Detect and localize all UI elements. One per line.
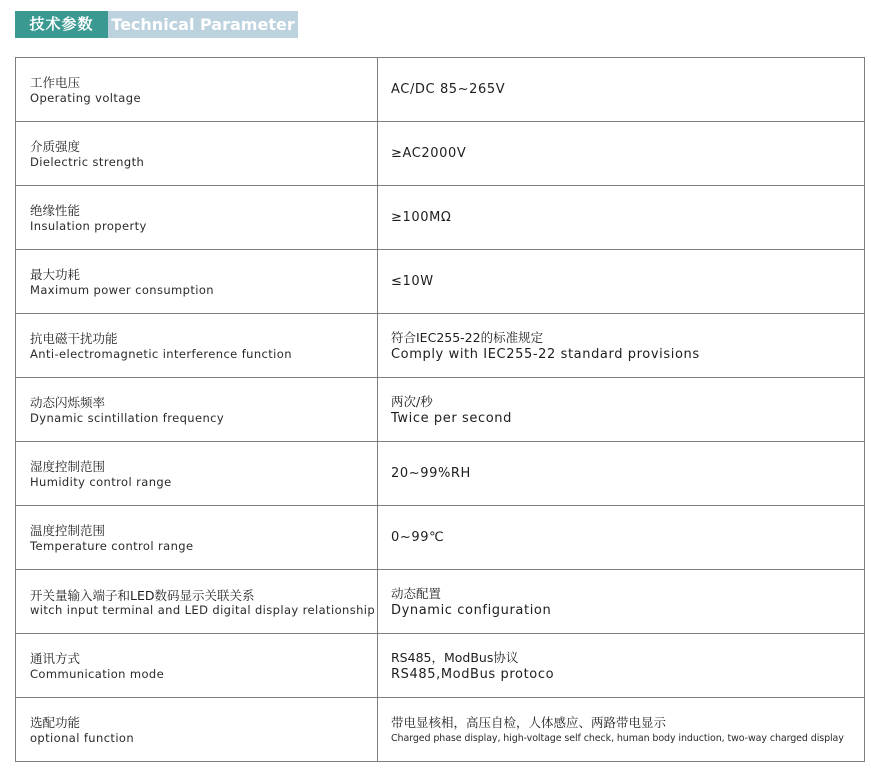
technical-parameter-table: [15, 57, 865, 762]
value-text-en: Charged phase display, high-voltage self check, human body induction, two-way charged display: [391, 732, 844, 744]
value-text: ≤10W: [391, 274, 434, 289]
value-text-en: Comply with IEC255-22 standard provisions: [391, 346, 700, 362]
label-en: optional function: [30, 730, 135, 745]
label-cn: 绝缘性能: [30, 202, 81, 218]
parameter-value: [378, 58, 865, 122]
value-text: AC/DC 85~265V: [391, 82, 506, 97]
label-en: witch input terminal and LED digital display relationship: [30, 602, 376, 617]
section-header: [15, 11, 298, 38]
value-text-cn: 动态配置: [391, 585, 442, 601]
value-text-cn: 两次/秒: [391, 393, 433, 409]
parameter-label: [16, 634, 378, 698]
label-en: Dynamic scintillation frequency: [30, 410, 225, 425]
label-cn: 最大功耗: [30, 266, 81, 282]
label-cn: 温度控制范围: [30, 522, 106, 538]
value-text-en: RS485,ModBus protoco: [391, 666, 555, 682]
table-row: [16, 698, 865, 762]
parameter-label: [16, 378, 378, 442]
table-row: [16, 570, 865, 634]
value-text: ≥100MΩ: [391, 210, 452, 225]
value-text: 0~99℃: [391, 530, 445, 545]
parameter-label: [16, 122, 378, 186]
value-text-cn: 符合IEC255-22的标准规定: [391, 329, 544, 345]
parameter-value: [378, 250, 865, 314]
label-en: Dielectric strength: [30, 154, 145, 169]
table-row: [16, 378, 865, 442]
table-row: [16, 122, 865, 186]
parameter-label: [16, 250, 378, 314]
label-en: Communication mode: [30, 666, 165, 681]
parameter-label: [16, 186, 378, 250]
table-row: [16, 634, 865, 698]
label-en: Humidity control range: [30, 474, 172, 489]
label-cn: 开关量输入端子和LED数码显示关联关系: [30, 587, 255, 603]
value-text-cn: RS485，ModBus协议: [391, 649, 519, 665]
parameter-value: [378, 378, 865, 442]
parameter-label: [16, 698, 378, 762]
parameter-value: [378, 442, 865, 506]
parameter-value: [378, 506, 865, 570]
parameter-value: [378, 314, 865, 378]
label-cn: 湿度控制范围: [30, 458, 106, 474]
value-text: 20~99%RH: [391, 466, 471, 481]
label-en: Insulation property: [30, 218, 147, 233]
table-row: [16, 442, 865, 506]
label-cn: 介质强度: [30, 138, 81, 154]
table-row: [16, 58, 865, 122]
value-text-en: Twice per second: [391, 410, 513, 426]
value-text-cn: 带电显核相，高压自检，人体感应、两路带电显示: [391, 714, 667, 730]
value-text-en: Dynamic configuration: [391, 602, 552, 618]
label-cn: 选配功能: [30, 714, 81, 730]
parameter-value: [378, 698, 865, 762]
value-text: ≥AC2000V: [391, 146, 467, 161]
label-en: Anti-electromagnetic interference function: [30, 346, 292, 361]
label-cn: 动态闪烁频率: [30, 394, 106, 410]
table-row: [16, 250, 865, 314]
table-row: [16, 186, 865, 250]
table-row: [16, 314, 865, 378]
label-cn: 抗电磁干扰功能: [30, 330, 118, 346]
section-title-cn: 技术参数: [15, 11, 108, 38]
parameter-label: [16, 314, 378, 378]
label-cn: 通讯方式: [30, 650, 81, 666]
parameter-value: [378, 570, 865, 634]
parameter-value: [378, 122, 865, 186]
parameter-label: [16, 506, 378, 570]
section-title-en: Technical Parameter: [108, 11, 298, 38]
label-cn: 工作电压: [30, 74, 81, 90]
parameter-label: [16, 570, 378, 634]
parameter-value: [378, 634, 865, 698]
label-en: Maximum power consumption: [30, 282, 214, 297]
parameter-label: [16, 58, 378, 122]
label-en: Temperature control range: [30, 538, 194, 553]
label-en: Operating voltage: [30, 90, 141, 105]
table-row: [16, 506, 865, 570]
parameter-value: [378, 186, 865, 250]
parameter-label: [16, 442, 378, 506]
